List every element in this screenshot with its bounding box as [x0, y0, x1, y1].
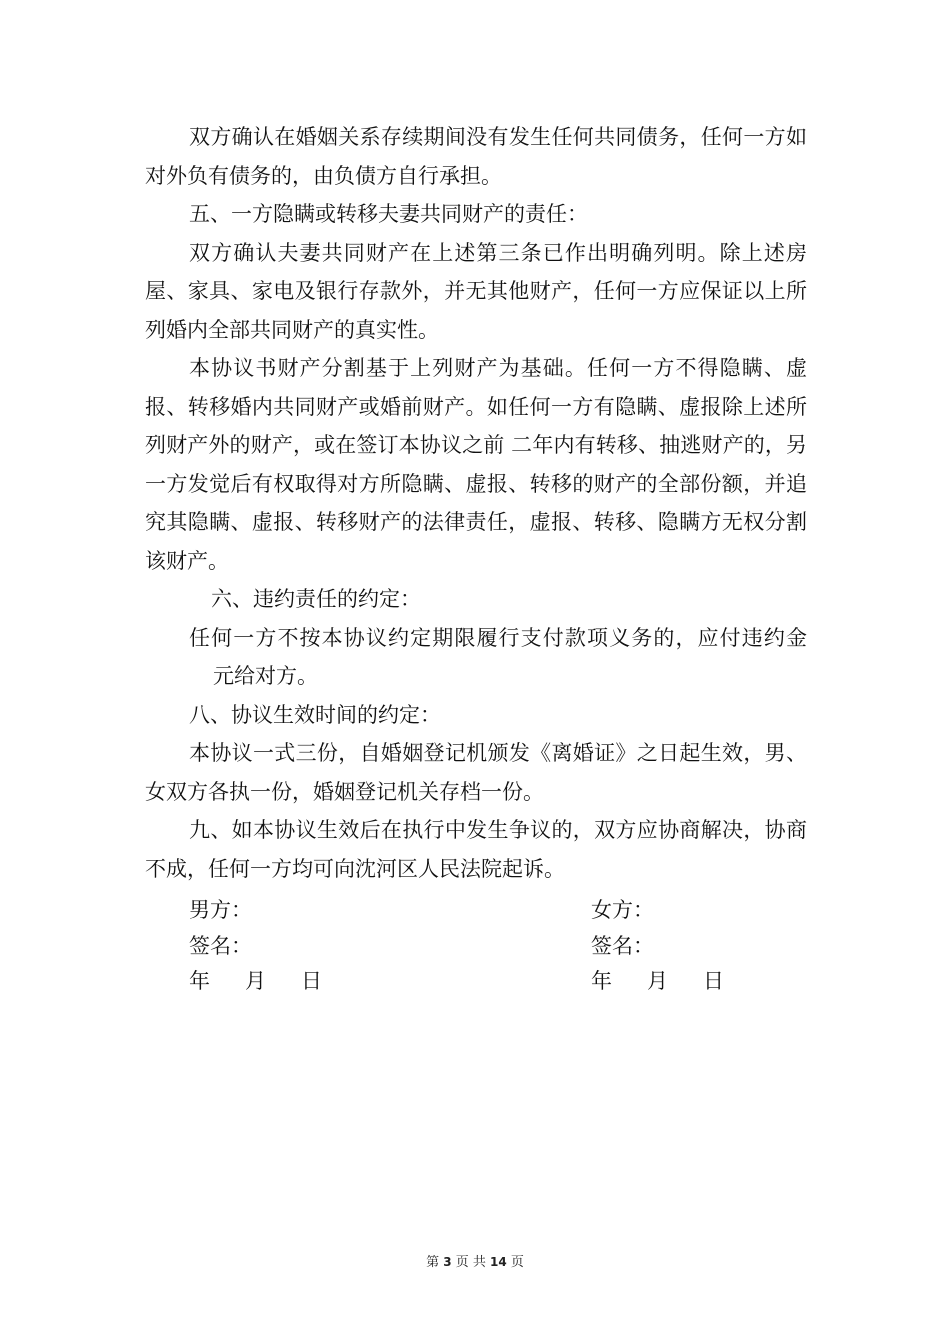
female-date-month: 月 — [647, 969, 668, 993]
male-party-label: 男方： — [189, 898, 252, 922]
heading-effective-time: 八、协议生效时间的约定： — [189, 702, 441, 727]
paragraph-property-division: 本协议书财产分割基于上列财产为基础。任何一方不得隐瞒、虚报、转移婚内共同财产或婚前财产。如任何一方有隐瞒、虚报除上述所列财产外的财产，或在签订本协议之前 二年内有转移、抽逃财产的，另一方发觉后有权取得对方所隐瞒、虚报、转移的财产的全部份额，并追究其隐瞒、虚报、转移财产的法律责任，虚报、转移、隐瞒方无权分割该财产。 — [145, 356, 807, 573]
footer-suffix: 页 — [510, 1255, 524, 1270]
female-party-label: 女方： — [591, 898, 654, 922]
page-footer — [0, 1251, 950, 1270]
footer-page-number: 3 — [443, 1255, 452, 1269]
male-date-year: 年 — [189, 969, 210, 993]
footer-middle: 页 共 — [455, 1255, 486, 1270]
female-date-line — [591, 964, 724, 1000]
heading-concealment-liability: 五、一方隐瞒或转移夫妻共同财产的责任： — [189, 202, 588, 226]
female-date-year: 年 — [591, 969, 612, 993]
footer-prefix: 第 — [426, 1255, 440, 1270]
signature-block-female — [591, 893, 724, 1000]
female-signature-label: 签名： — [591, 933, 654, 958]
female-date-day: 日 — [703, 969, 724, 993]
document-body — [145, 118, 807, 888]
male-date-line — [189, 964, 322, 1000]
heading-breach-liability: 六、违约责任的约定： — [211, 587, 421, 611]
male-date-day: 日 — [301, 969, 322, 993]
footer-total-pages: 14 — [490, 1255, 507, 1269]
penalty-text-before: 任何一方不按本协议约定期限履行支付款项义务的，应付违约金 — [189, 625, 807, 650]
paragraph-penalty — [145, 619, 807, 696]
penalty-text-after: 元给对方。 — [213, 664, 318, 688]
signature-block-male — [189, 893, 322, 1000]
male-signature-label: 签名： — [189, 933, 252, 958]
paragraph-copies: 本协议一式三份，自婚姻登记机颁发《离婚证》之日起生效，男、女双方各执一份，婚姻登记机关存档一份。 — [145, 741, 807, 804]
paragraph-property-listed: 双方确认夫妻共同财产在上述第三条已作出明确列明。除上述房屋、家具、家电及银行存款外，并无其他财产，任何一方应保证以上所列婚内全部共同财产的真实性。 — [145, 240, 807, 342]
male-date-month: 月 — [245, 969, 266, 993]
paragraph-no-joint-debt: 双方确认在婚姻关系存续期间没有发生任何共同债务，任何一方如对外负有债务的，由负债方自行承担。 — [145, 125, 807, 188]
paragraph-dispute: 九、如本协议生效后在执行中发生争议的，双方应协商解决，协商不成，任何一方均可向沈河区人民法院起诉。 — [145, 818, 807, 881]
